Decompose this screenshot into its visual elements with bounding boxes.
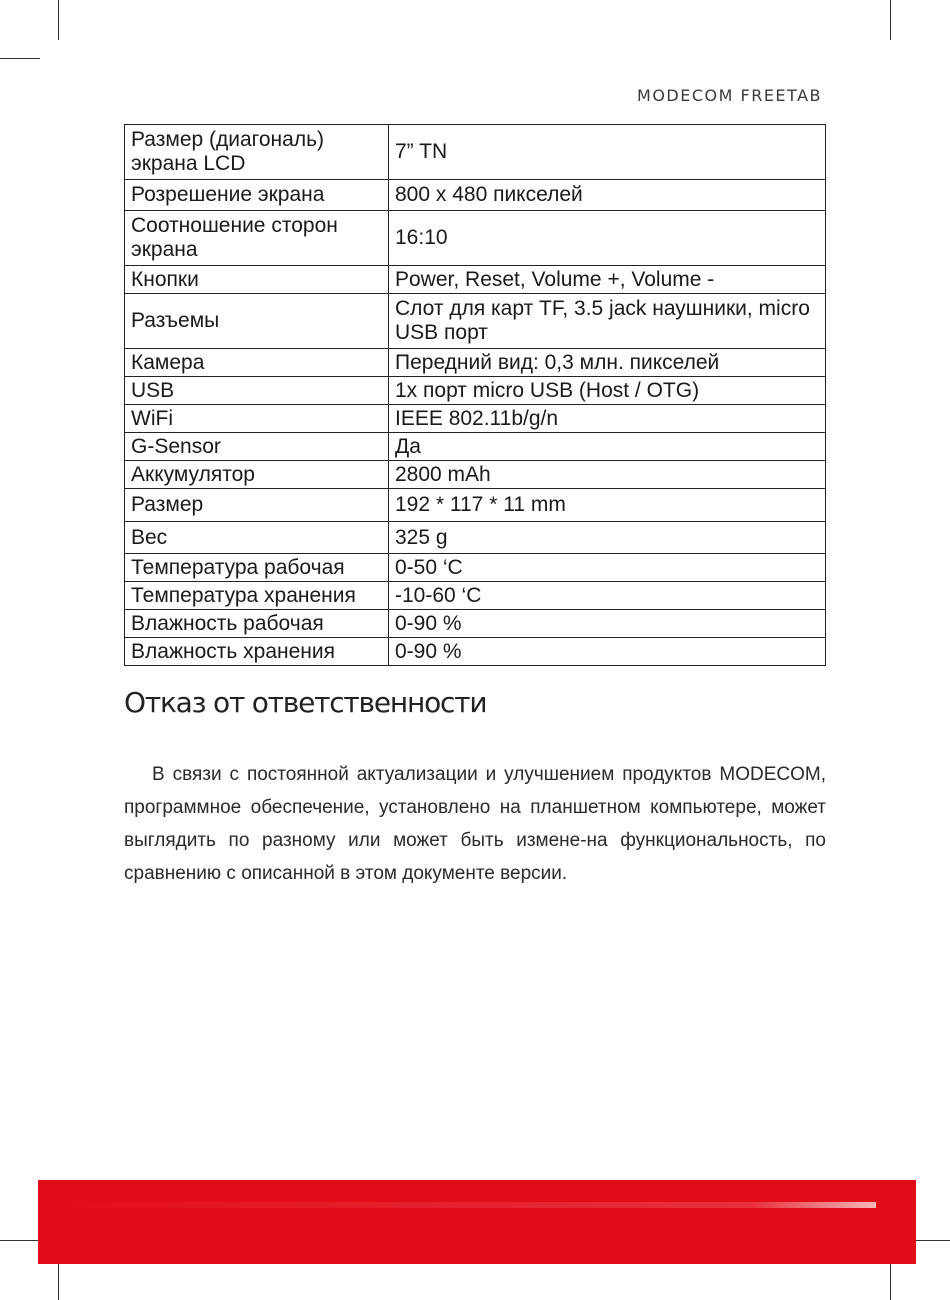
table-row	[125, 582, 826, 610]
spec-value: Слот для карт TF, 3.5 jack наушники, micro USB порт	[389, 294, 826, 349]
disclaimer-title: Отказ от ответственности	[124, 686, 487, 719]
spec-value: 16:10	[389, 211, 826, 266]
table-row	[125, 405, 826, 433]
disclaimer-paragraph: В связи с постоянной актуализации и улучшением продуктов MODECOM, программное обеспечение, установлено на планшетном компьютере, может выглядить по разному или может быть измене-на функциональность, по сравнению с описанной в этом документе версии.	[124, 764, 826, 884]
spec-label: Аккумулятор	[125, 461, 389, 489]
spec-label: Температура хранения	[125, 582, 389, 610]
spec-value: 0-90 %	[389, 610, 826, 638]
table-row	[125, 294, 826, 349]
spec-label: G-Sensor	[125, 433, 389, 461]
spec-value: 0-90 %	[389, 638, 826, 666]
crop-mark-top-left-h	[0, 58, 40, 59]
table-row	[125, 349, 826, 377]
crop-mark-bottom-left-h	[0, 1240, 40, 1241]
crop-mark-bottom-right-v	[890, 1262, 891, 1300]
spec-label: Соотношение сторон экрана	[125, 211, 389, 266]
spec-value: 2800 mAh	[389, 461, 826, 489]
spec-value: 0-50 ‘C	[389, 554, 826, 582]
spec-label: Розрешение экрана	[125, 180, 389, 211]
page-header-brand: MODECOM FREETAB	[637, 86, 822, 105]
spec-value: 325 g	[389, 522, 826, 554]
spec-label: WiFi	[125, 405, 389, 433]
table-row	[125, 377, 826, 405]
table-row	[125, 125, 826, 180]
crop-mark-bottom-right-h	[912, 1240, 950, 1241]
spec-value: Да	[389, 433, 826, 461]
spec-value: 800 x 480 пикселей	[389, 180, 826, 211]
spec-value: 7” TN	[389, 125, 826, 180]
table-row	[125, 461, 826, 489]
table-row	[125, 180, 826, 211]
spec-value: Power, Reset, Volume +, Volume -	[389, 266, 826, 294]
table-row	[125, 638, 826, 666]
table-row	[125, 211, 826, 266]
table-row	[125, 489, 826, 522]
spec-label: Вес	[125, 522, 389, 554]
crop-mark-top-left-v	[58, 0, 59, 40]
spec-label: Влажность хранения	[125, 638, 389, 666]
footer-band-highlight	[56, 1202, 876, 1208]
table-row	[125, 433, 826, 461]
crop-mark-bottom-left-v	[58, 1262, 59, 1300]
spec-label: Кнопки	[125, 266, 389, 294]
crop-mark-top-right-v	[890, 0, 891, 40]
spec-label: Размер (диагональ) экрана LCD	[125, 125, 389, 180]
spec-label: Температура рабочая	[125, 554, 389, 582]
spec-value: -10-60 ‘C	[389, 582, 826, 610]
spec-label: Размер	[125, 489, 389, 522]
footer-band	[38, 1180, 916, 1264]
spec-label: USB	[125, 377, 389, 405]
spec-label: Разъемы	[125, 294, 389, 349]
spec-value: 1x порт micro USB (Host / OTG)	[389, 377, 826, 405]
table-row	[125, 522, 826, 554]
table-row	[125, 554, 826, 582]
spec-value: 192 * 117 * 11 mm	[389, 489, 826, 522]
spec-value: IEEE 802.11b/g/n	[389, 405, 826, 433]
spec-label: Камера	[125, 349, 389, 377]
specs-table	[124, 124, 826, 666]
table-row	[125, 610, 826, 638]
spec-value: Передний вид: 0,3 млн. пикселей	[389, 349, 826, 377]
spec-label: Влажность рабочая	[125, 610, 389, 638]
table-row	[125, 266, 826, 294]
